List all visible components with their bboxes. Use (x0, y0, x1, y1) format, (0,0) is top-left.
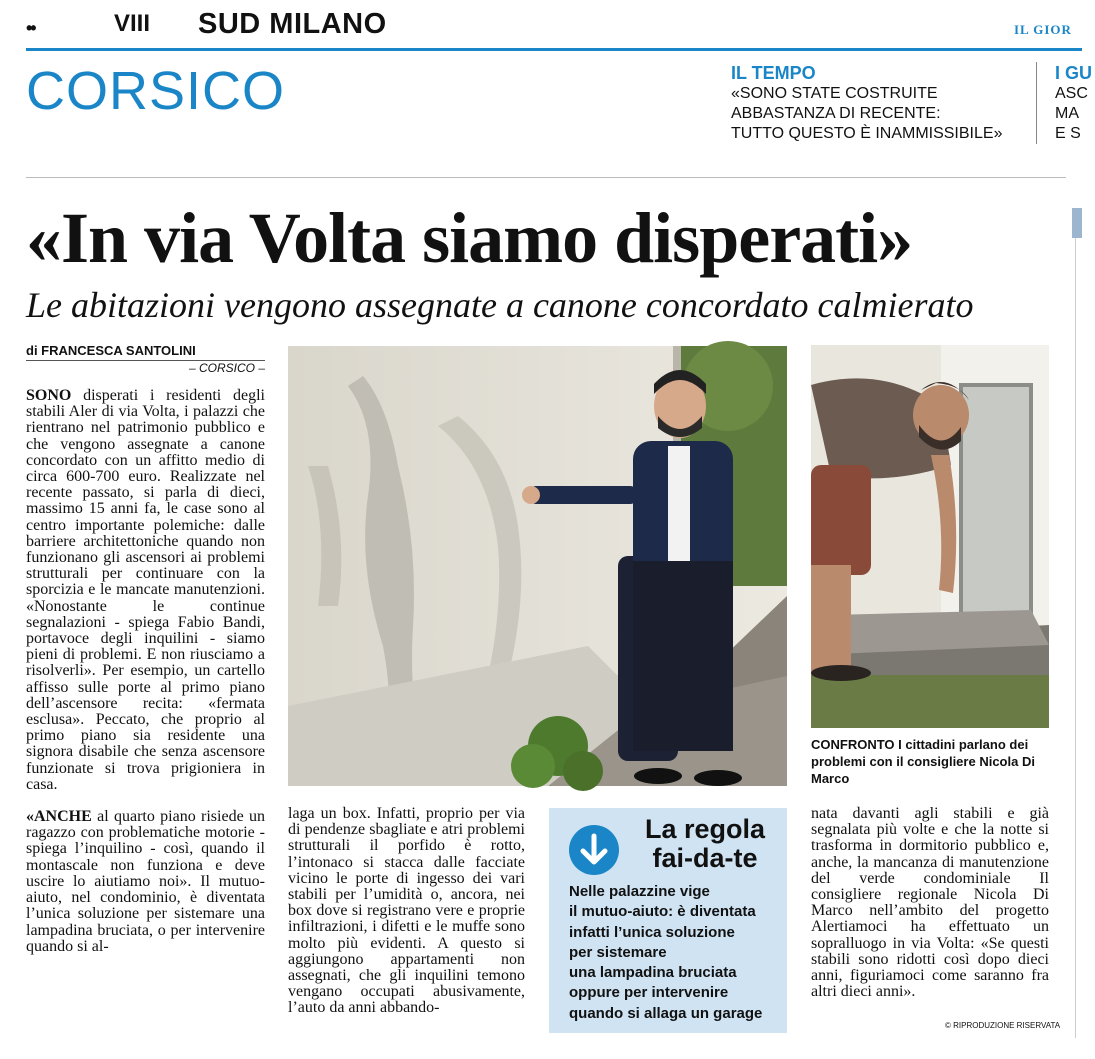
sidebar-divider (1075, 238, 1076, 1038)
teaser-il-tempo (731, 63, 1021, 144)
header-rule (26, 48, 1082, 51)
dateline: – CORSICO – (188, 361, 265, 375)
teaser-text: ASC MA E S (1055, 85, 1088, 142)
paragraph (26, 388, 265, 793)
arrow-down-circle-icon (569, 825, 619, 875)
teaser-heading: IL TEMPO (731, 63, 816, 83)
teaser-cut-off (1055, 63, 1095, 144)
page-number: VIII (114, 10, 151, 37)
section-title: SUD MILANO (198, 8, 387, 40)
copyright-notice: © RIPRODUZIONE RISERVATA (945, 1021, 1061, 1030)
lead-word: SONO (26, 387, 72, 404)
byline: di FRANCESCA SANTOLINI (26, 343, 196, 358)
paragraph-text: nata davanti agli stabili e già segnalata più volte e che la notte si trasforma in dormitorio pubblico e, anche, la mancanza di manutenzione del verde condominiale Il consigliere regionale Nicola Di Marco nell’ambito del progetto Alertiamoci ha effettuato un sopralluogo in via Volta: «Se questi stabili sono ridotti così dopo dieci anni, figuriamoci come saranno fra altri dieci anni». (811, 805, 1049, 1001)
paragraph-text: laga un box. Infatti, proprio per via di pendenze sbagliate e atri problemi strutturali il porfido è rotto, l’intonaco si stacca dalle facciate vicino le porte di ingesso dei vari stabili per l’umidità o, ancora, nei box dove si registrano vere e proprie infiltrazioni, i difetti e le muffe sono molto più evidenti. A questo si aggiungono appartamenti non assegnati, che gli inquilini temono vengano occupati abusivamente, l’auto da anni abbando- (288, 805, 525, 1017)
page-marker-dots: •• (26, 18, 35, 38)
paragraph (26, 809, 265, 955)
article-column-2 (288, 806, 525, 1017)
teaser-heading: I GU (1055, 63, 1093, 83)
photo-councillor-wall (288, 346, 787, 786)
caption-keyword: CONFRONTO (811, 737, 895, 752)
newspaper-name: IL GIOR (1014, 22, 1072, 37)
lead-word: «ANCHE (26, 808, 92, 826)
teaser-divider (1036, 62, 1037, 144)
paragraph-text: disperati i residenti degli stabili Aler di via Volta, i palazzi che rientrano nel patrimonio pubblico e che vengono assegnate a canone concordato con un affitto medio di circa 600-700 euro. Realizzate nel recente passato, si parla di dieci, massimo 15 anni fa, le case sono al centro importante polemiche: dalle barriere architettoniche quando non funzionano gli ascensori ai problemi strutturali per continuare con la sporcizia e le mancate manutenzioni. «Nonostante le continue segnalazioni - spiega Fabio Bandi, portavoce degli inquilini - siamo pieni di problemi. E non riusciamo a risolverli». Per esempio, un cartello affisso sulle porte al primo piano dell’ascensore recita: «fermata esclusa». Peccato, che proprio al primo piano sia residente una signora disabile che senza ascensore funzionate si trova prigioniera in casa. (26, 387, 265, 793)
town-title: CORSICO (26, 61, 286, 121)
article-column-4 (811, 806, 1049, 1000)
box-title: La regola fai-da-te (644, 814, 766, 873)
box-text: Nelle palazzine vige il mutuo-aiuto: è diventata infatti l’unica soluzione per sistemare una lampadina bruciata oppure per intervenire quando si allaga un garage (569, 883, 763, 1022)
article-column-1 (26, 388, 265, 955)
section-divider (26, 177, 1066, 178)
subheadline: Le abitazioni vengono assegnate a canone concordato calmierato (26, 285, 974, 325)
photo-citizen-floor (811, 345, 1049, 728)
caption-text: I cittadini parlano dei problemi con il consigliere Nicola Di Marco (811, 737, 1035, 786)
photo-caption (811, 736, 1061, 787)
sidebar-tab (1072, 208, 1082, 238)
teaser-text: «SONO STATE COSTRUITE ABBASTANZA DI RECENTE: TUTTO QUESTO È INAMMISSIBILE» (731, 85, 1003, 142)
paragraph-text: al quarto piano risiede un ragazzo con problematiche motorie - spiega l’inquilino - così, quando il montascale non funziona e deve uscire lo aiutiamo noi». Il mutuo-aiuto, nel condominio, è diventata l’unica soluzione per sistemare una lampadina bruciata, o per intervenire quando si al- (26, 808, 265, 955)
headline: «In via Volta siamo disperati» (26, 198, 913, 278)
